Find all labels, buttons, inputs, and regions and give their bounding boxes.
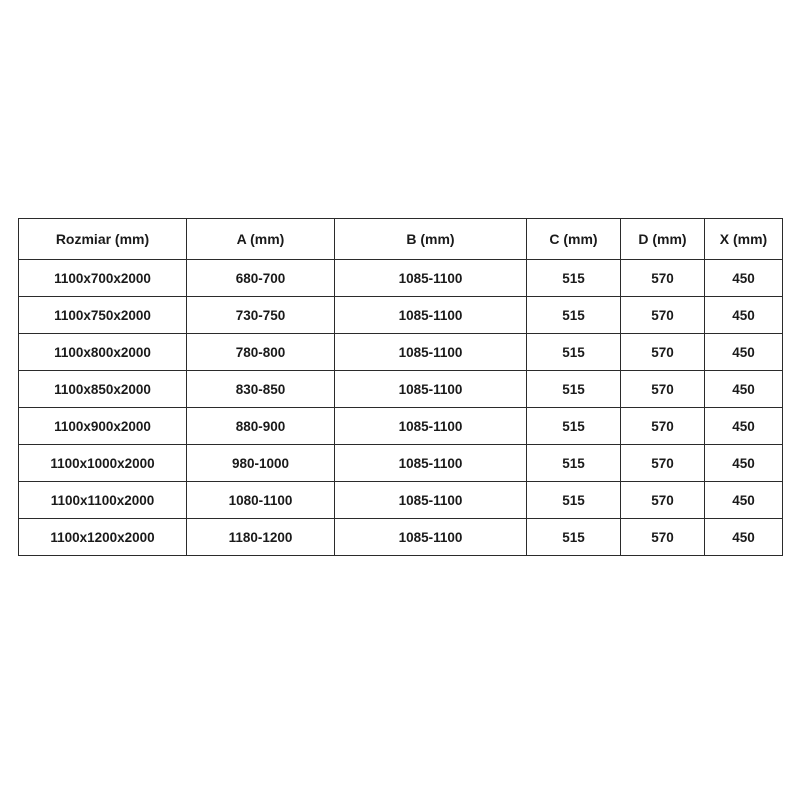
cell-a: 680-700 xyxy=(187,260,335,297)
table-row xyxy=(19,260,783,297)
cell-b: 1085-1100 xyxy=(335,519,527,556)
table-row xyxy=(19,408,783,445)
table-row xyxy=(19,519,783,556)
cell-b: 1085-1100 xyxy=(335,445,527,482)
cell-b: 1085-1100 xyxy=(335,371,527,408)
table-row xyxy=(19,297,783,334)
table-row xyxy=(19,482,783,519)
cell-c: 515 xyxy=(527,334,621,371)
cell-d: 570 xyxy=(621,297,705,334)
cell-a: 1080-1100 xyxy=(187,482,335,519)
cell-d: 570 xyxy=(621,260,705,297)
specification-table xyxy=(18,218,783,556)
cell-rozmiar: 1100x1200x2000 xyxy=(19,519,187,556)
table-row xyxy=(19,334,783,371)
table-body xyxy=(19,260,783,556)
cell-a: 780-800 xyxy=(187,334,335,371)
cell-x: 450 xyxy=(705,445,783,482)
cell-x: 450 xyxy=(705,260,783,297)
cell-x: 450 xyxy=(705,371,783,408)
cell-b: 1085-1100 xyxy=(335,334,527,371)
cell-c: 515 xyxy=(527,408,621,445)
cell-rozmiar: 1100x900x2000 xyxy=(19,408,187,445)
cell-rozmiar: 1100x800x2000 xyxy=(19,334,187,371)
cell-rozmiar: 1100x1000x2000 xyxy=(19,445,187,482)
cell-c: 515 xyxy=(527,519,621,556)
column-header-x: X (mm) xyxy=(705,219,783,260)
cell-d: 570 xyxy=(621,408,705,445)
cell-x: 450 xyxy=(705,519,783,556)
table-row xyxy=(19,445,783,482)
table-header-row xyxy=(19,219,783,260)
cell-a: 980-1000 xyxy=(187,445,335,482)
table-row xyxy=(19,371,783,408)
cell-c: 515 xyxy=(527,445,621,482)
cell-b: 1085-1100 xyxy=(335,482,527,519)
cell-c: 515 xyxy=(527,482,621,519)
cell-d: 570 xyxy=(621,371,705,408)
cell-d: 570 xyxy=(621,482,705,519)
cell-x: 450 xyxy=(705,334,783,371)
column-header-rozmiar: Rozmiar (mm) xyxy=(19,219,187,260)
cell-c: 515 xyxy=(527,260,621,297)
column-header-a: A (mm) xyxy=(187,219,335,260)
cell-rozmiar: 1100x850x2000 xyxy=(19,371,187,408)
table-header xyxy=(19,219,783,260)
cell-d: 570 xyxy=(621,445,705,482)
cell-x: 450 xyxy=(705,482,783,519)
cell-d: 570 xyxy=(621,519,705,556)
cell-a: 880-900 xyxy=(187,408,335,445)
cell-c: 515 xyxy=(527,371,621,408)
cell-a: 830-850 xyxy=(187,371,335,408)
cell-d: 570 xyxy=(621,334,705,371)
cell-rozmiar: 1100x750x2000 xyxy=(19,297,187,334)
cell-a: 730-750 xyxy=(187,297,335,334)
cell-b: 1085-1100 xyxy=(335,408,527,445)
cell-rozmiar: 1100x700x2000 xyxy=(19,260,187,297)
cell-rozmiar: 1100x1100x2000 xyxy=(19,482,187,519)
cell-x: 450 xyxy=(705,408,783,445)
column-header-d: D (mm) xyxy=(621,219,705,260)
column-header-b: B (mm) xyxy=(335,219,527,260)
cell-x: 450 xyxy=(705,297,783,334)
cell-b: 1085-1100 xyxy=(335,260,527,297)
column-header-c: C (mm) xyxy=(527,219,621,260)
cell-c: 515 xyxy=(527,297,621,334)
cell-a: 1180-1200 xyxy=(187,519,335,556)
specification-table-container xyxy=(18,218,782,556)
cell-b: 1085-1100 xyxy=(335,297,527,334)
